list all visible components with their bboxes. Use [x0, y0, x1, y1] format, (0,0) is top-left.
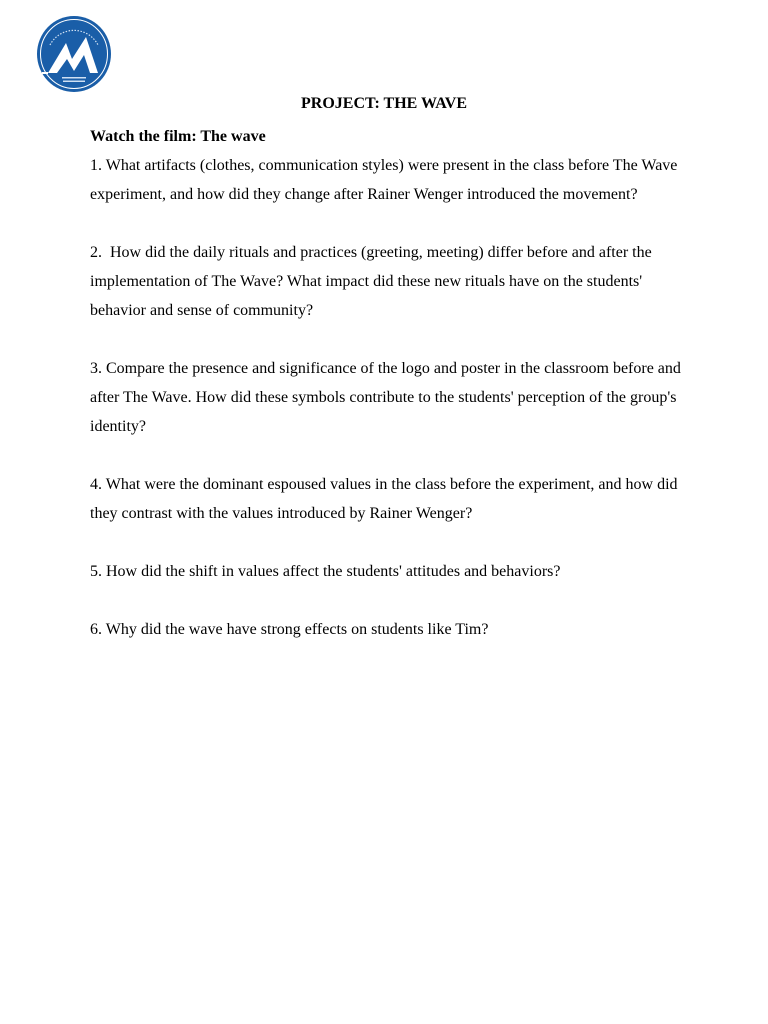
paragraph-spacer — [90, 528, 690, 557]
paragraph-spacer — [90, 209, 690, 238]
question-5: 5. How did the shift in values affect the students' attitudes and behaviors? — [90, 563, 561, 580]
document-title: PROJECT: THE WAVE — [301, 95, 467, 112]
question-6: 6. Why did the wave have strong effects on students like Tim? — [90, 621, 489, 638]
document-body — [90, 122, 690, 644]
paragraph-spacer — [90, 586, 690, 615]
question-4: 4. What were the dominant espoused values in the class before the experiment, and how did they contrast with the values introduced by Rainer Wenger? — [90, 476, 682, 522]
question-1: 1. What artifacts (clothes, communication styles) were present in the class before The Wave experiment, and how did they change after Rainer Wenger introduced the movement? — [90, 157, 682, 203]
paragraph-spacer — [90, 325, 690, 354]
university-logo-icon — [36, 15, 112, 93]
question-3: 3. Compare the presence and significance of the logo and poster in the classroom before and after The Wave. How did these symbols contribute to the students' perception of the group's identity? — [90, 360, 685, 435]
document-subtitle: Watch the film: The wave — [90, 128, 266, 145]
question-2: 2. How did the daily rituals and practices (greeting, meeting) differ before and after the implementation of The Wave? What impact did these new rituals have on the students' behavior and sense of community? — [90, 244, 656, 319]
paragraph-spacer — [90, 441, 690, 470]
university-logo — [36, 15, 112, 93]
